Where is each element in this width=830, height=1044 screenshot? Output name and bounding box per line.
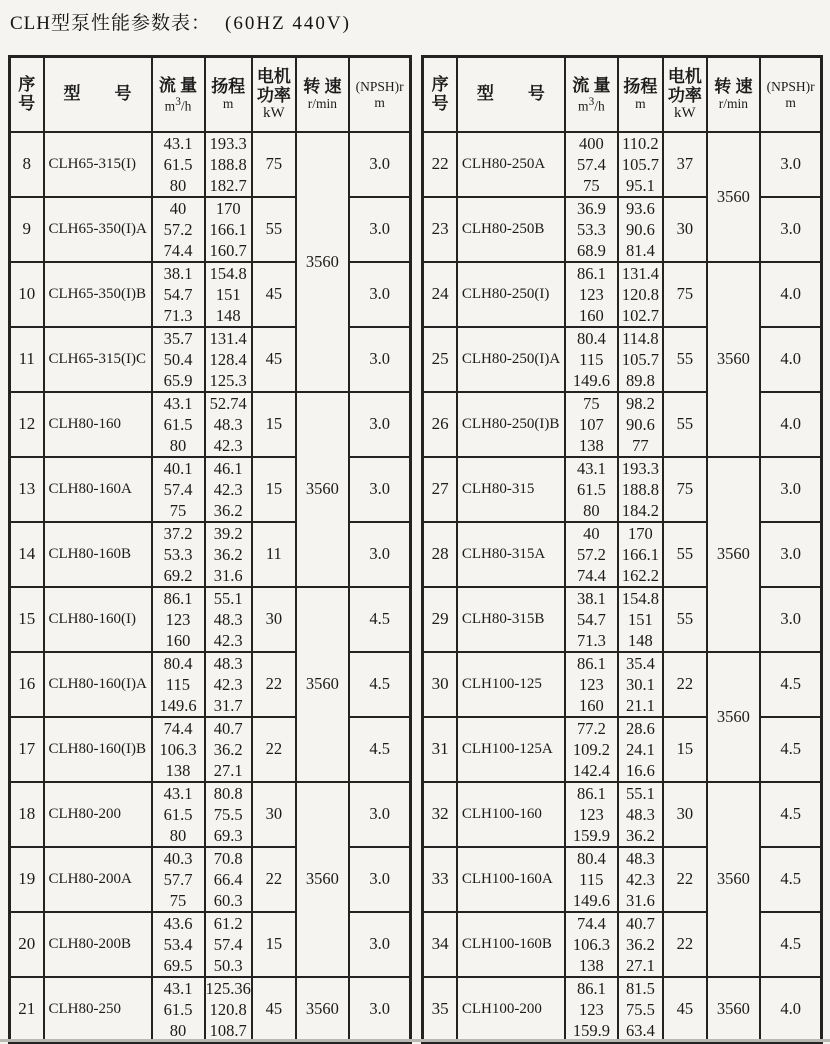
- head-values-cell: 193.3 188.8 184.2: [618, 457, 663, 522]
- speed-cell: 3560: [707, 652, 760, 782]
- npsh-cell: 4.0: [760, 392, 822, 457]
- npsh-cell: 3.0: [760, 457, 822, 522]
- motor-power-cell: 30: [663, 782, 707, 847]
- table-row: [10, 912, 411, 977]
- npsh-cell: 4.5: [760, 847, 822, 912]
- flow-values-cell: 74.4 106.3 138: [565, 912, 618, 977]
- col-header-power: 电机 功率 kW: [663, 57, 707, 132]
- serial-number-cell: 10: [10, 262, 44, 327]
- model-cell: CLH80-160(I)A: [44, 652, 152, 717]
- motor-power-cell: 22: [663, 652, 707, 717]
- serial-number-cell: 14: [10, 522, 44, 587]
- motor-power-cell: 30: [252, 587, 296, 652]
- model-cell: CLH80-160A: [44, 457, 152, 522]
- serial-number-cell: 34: [423, 912, 457, 977]
- flow-values-cell: 86.1 123 160: [565, 262, 618, 327]
- col-header-model: 型 号: [457, 57, 565, 132]
- head-values-cell: 39.2 36.2 31.6: [205, 522, 252, 587]
- serial-number-cell: 8: [10, 132, 44, 197]
- table-row: [423, 522, 822, 587]
- table-row: [423, 262, 822, 327]
- table-header: [10, 57, 411, 132]
- table-row: [423, 717, 822, 782]
- speed-cell: 3560: [707, 132, 760, 262]
- head-values-cell: 93.6 90.6 81.4: [618, 197, 663, 262]
- table-row: [10, 522, 411, 587]
- motor-power-cell: 30: [252, 782, 296, 847]
- col-header-serial: 序 号: [423, 57, 457, 132]
- flow-values-cell: 37.2 53.3 69.2: [152, 522, 205, 587]
- npsh-cell: 3.0: [349, 392, 411, 457]
- npsh-cell: 3.0: [349, 132, 411, 197]
- flow-values-cell: 40.1 57.4 75: [152, 457, 205, 522]
- model-cell: CLH80-250A: [457, 132, 565, 197]
- table-row: [423, 652, 822, 717]
- motor-power-cell: 22: [663, 912, 707, 977]
- speed-cell: 3560: [296, 782, 349, 977]
- npsh-cell: 3.0: [349, 847, 411, 912]
- serial-number-cell: 12: [10, 392, 44, 457]
- serial-number-cell: 31: [423, 717, 457, 782]
- model-cell: CLH80-315: [457, 457, 565, 522]
- table-row: [10, 652, 411, 717]
- model-cell: CLH100-160A: [457, 847, 565, 912]
- motor-power-cell: 22: [252, 847, 296, 912]
- model-cell: CLH100-200: [457, 977, 565, 1043]
- flow-values-cell: 43.1 61.5 80: [152, 782, 205, 847]
- serial-number-cell: 35: [423, 977, 457, 1043]
- serial-number-cell: 20: [10, 912, 44, 977]
- npsh-cell: 3.0: [349, 262, 411, 327]
- flow-values-cell: 40.3 57.7 75: [152, 847, 205, 912]
- flow-values-cell: 36.9 53.3 68.9: [565, 197, 618, 262]
- model-cell: CLH80-315B: [457, 587, 565, 652]
- serial-number-cell: 17: [10, 717, 44, 782]
- table-row: [423, 912, 822, 977]
- flow-values-cell: 35.7 50.4 65.9: [152, 327, 205, 392]
- head-values-cell: 98.2 90.6 77: [618, 392, 663, 457]
- npsh-cell: 3.0: [760, 522, 822, 587]
- flow-values-cell: 77.2 109.2 142.4: [565, 717, 618, 782]
- npsh-cell: 4.0: [760, 327, 822, 392]
- table-row: [10, 847, 411, 912]
- npsh-cell: 4.5: [349, 652, 411, 717]
- head-values-cell: 48.3 42.3 31.6: [618, 847, 663, 912]
- table-row: [10, 587, 411, 652]
- head-values-cell: 193.3 188.8 182.7: [205, 132, 252, 197]
- motor-power-cell: 45: [252, 977, 296, 1043]
- head-values-cell: 170 166.1 162.2: [618, 522, 663, 587]
- model-cell: CLH100-160B: [457, 912, 565, 977]
- motor-power-cell: 55: [663, 392, 707, 457]
- serial-number-cell: 32: [423, 782, 457, 847]
- flow-values-cell: 86.1 123 160: [565, 652, 618, 717]
- head-values-cell: 125.36 120.8 108.7: [205, 977, 252, 1043]
- table-row: [423, 977, 822, 1043]
- col-header-head: 扬程 m: [205, 57, 252, 132]
- motor-power-cell: 37: [663, 132, 707, 197]
- table-row: [423, 132, 822, 197]
- flow-values-cell: 43.1 61.5 80: [152, 977, 205, 1043]
- table-row: [423, 847, 822, 912]
- table-body-right: [423, 132, 822, 1043]
- flow-values-cell: 86.1 123 159.9: [565, 782, 618, 847]
- model-cell: CLH80-160: [44, 392, 152, 457]
- npsh-cell: 4.0: [760, 262, 822, 327]
- serial-number-cell: 27: [423, 457, 457, 522]
- npsh-cell: 3.0: [349, 977, 411, 1043]
- serial-number-cell: 16: [10, 652, 44, 717]
- model-cell: CLH100-160: [457, 782, 565, 847]
- motor-power-cell: 22: [252, 717, 296, 782]
- head-values-cell: 40.7 36.2 27.1: [618, 912, 663, 977]
- npsh-cell: 3.0: [760, 132, 822, 197]
- table-row: [10, 327, 411, 392]
- page-title: [10, 8, 351, 35]
- serial-number-cell: 9: [10, 197, 44, 262]
- motor-power-cell: 75: [252, 132, 296, 197]
- head-values-cell: 154.8 151 148: [618, 587, 663, 652]
- col-header-serial: 序 号: [10, 57, 44, 132]
- motor-power-cell: 22: [252, 652, 296, 717]
- model-cell: CLH80-250(I)B: [457, 392, 565, 457]
- head-values-cell: 170 166.1 160.7: [205, 197, 252, 262]
- table-row: [423, 197, 822, 262]
- serial-number-cell: 19: [10, 847, 44, 912]
- model-cell: CLH65-350(I)A: [44, 197, 152, 262]
- speed-cell: 3560: [707, 262, 760, 457]
- table-row: [423, 782, 822, 847]
- head-values-cell: 70.8 66.4 60.3: [205, 847, 252, 912]
- table-row: [10, 197, 411, 262]
- col-header-speed: 转 速 r/min: [296, 57, 349, 132]
- head-values-cell: 28.6 24.1 16.6: [618, 717, 663, 782]
- head-values-cell: 55.1 48.3 42.3: [205, 587, 252, 652]
- flow-values-cell: 43.1 61.5 80: [152, 392, 205, 457]
- flow-values-cell: 80.4 115 149.6: [565, 327, 618, 392]
- model-cell: CLH65-315(I)C: [44, 327, 152, 392]
- serial-number-cell: 13: [10, 457, 44, 522]
- flow-values-cell: 75 107 138: [565, 392, 618, 457]
- npsh-cell: 4.5: [760, 652, 822, 717]
- npsh-cell: 3.0: [349, 457, 411, 522]
- head-values-cell: 48.3 42.3 31.7: [205, 652, 252, 717]
- flow-values-cell: 74.4 106.3 138: [152, 717, 205, 782]
- col-header-flow: 流 量 $m^3/h$: [152, 57, 205, 132]
- motor-power-cell: 45: [252, 327, 296, 392]
- col-header-speed: 转 速 r/min: [707, 57, 760, 132]
- npsh-cell: 4.5: [760, 912, 822, 977]
- serial-number-cell: 22: [423, 132, 457, 197]
- serial-number-cell: 30: [423, 652, 457, 717]
- head-values-cell: 46.1 42.3 36.2: [205, 457, 252, 522]
- flow-values-cell: 86.1 123 160: [152, 587, 205, 652]
- col-header-npsh: (NPSH)r m: [349, 57, 411, 132]
- col-header-npsh: (NPSH)r m: [760, 57, 822, 132]
- table-row: [10, 782, 411, 847]
- speed-cell: 3560: [707, 977, 760, 1043]
- motor-power-cell: 15: [252, 392, 296, 457]
- head-values-cell: 61.2 57.4 50.3: [205, 912, 252, 977]
- col-header-flow: 流 量 $m^3/h$: [565, 57, 618, 132]
- npsh-cell: 4.5: [760, 717, 822, 782]
- flow-values-cell: 400 57.4 75: [565, 132, 618, 197]
- table-row: [10, 717, 411, 782]
- flow-values-cell: 86.1 123 159.9: [565, 977, 618, 1043]
- pump-table-right: [421, 55, 823, 1044]
- serial-number-cell: 18: [10, 782, 44, 847]
- motor-power-cell: 75: [663, 262, 707, 327]
- speed-cell: 3560: [296, 392, 349, 587]
- motor-power-cell: 15: [252, 457, 296, 522]
- table-row: [10, 977, 411, 1043]
- table-row: [423, 327, 822, 392]
- serial-number-cell: 23: [423, 197, 457, 262]
- model-cell: CLH80-250: [44, 977, 152, 1043]
- model-cell: CLH65-315(I): [44, 132, 152, 197]
- table-row: [423, 587, 822, 652]
- flow-values-cell: 80.4 115 149.6: [565, 847, 618, 912]
- table-row: [423, 392, 822, 457]
- col-header-model: 型 号: [44, 57, 152, 132]
- npsh-cell: 3.0: [349, 197, 411, 262]
- serial-number-cell: 25: [423, 327, 457, 392]
- tables-container: [8, 55, 823, 1044]
- npsh-cell: 4.0: [760, 977, 822, 1043]
- head-values-cell: 80.8 75.5 69.3: [205, 782, 252, 847]
- model-cell: CLH80-315A: [457, 522, 565, 587]
- scan-shadow-line: [0, 1039, 830, 1042]
- speed-cell: 3560: [296, 132, 349, 392]
- model-cell: CLH80-200: [44, 782, 152, 847]
- serial-number-cell: 33: [423, 847, 457, 912]
- serial-number-cell: 21: [10, 977, 44, 1043]
- col-header-power: 电机 功率 kW: [252, 57, 296, 132]
- motor-power-cell: 15: [663, 717, 707, 782]
- motor-power-cell: 55: [663, 587, 707, 652]
- head-values-cell: 35.4 30.1 21.1: [618, 652, 663, 717]
- npsh-cell: 3.0: [760, 587, 822, 652]
- head-values-cell: 110.2 105.7 95.1: [618, 132, 663, 197]
- head-values-cell: 52.74 48.3 42.3: [205, 392, 252, 457]
- npsh-cell: 3.0: [349, 327, 411, 392]
- model-cell: CLH80-160(I)B: [44, 717, 152, 782]
- model-cell: CLH65-350(I)B: [44, 262, 152, 327]
- col-header-head: 扬程 m: [618, 57, 663, 132]
- head-values-cell: 55.1 48.3 36.2: [618, 782, 663, 847]
- page-title-voltage: (60HZ 440V): [225, 13, 351, 34]
- model-cell: CLH80-160(I): [44, 587, 152, 652]
- table-header: [423, 57, 822, 132]
- motor-power-cell: 15: [252, 912, 296, 977]
- serial-number-cell: 26: [423, 392, 457, 457]
- head-values-cell: 131.4 120.8 102.7: [618, 262, 663, 327]
- model-cell: CLH80-250(I): [457, 262, 565, 327]
- model-cell: CLH80-200A: [44, 847, 152, 912]
- table-body-left: [10, 132, 411, 1043]
- pump-table-left: [8, 55, 412, 1044]
- motor-power-cell: 55: [252, 197, 296, 262]
- model-cell: CLH80-250(I)A: [457, 327, 565, 392]
- serial-number-cell: 29: [423, 587, 457, 652]
- motor-power-cell: 30: [663, 197, 707, 262]
- flow-values-cell: 43.1 61.5 80: [152, 132, 205, 197]
- motor-power-cell: 55: [663, 522, 707, 587]
- head-values-cell: 114.8 105.7 89.8: [618, 327, 663, 392]
- flow-values-cell: 40 57.2 74.4: [565, 522, 618, 587]
- motor-power-cell: 55: [663, 327, 707, 392]
- head-values-cell: 81.5 75.5 63.4: [618, 977, 663, 1043]
- motor-power-cell: 45: [252, 262, 296, 327]
- speed-cell: 3560: [707, 782, 760, 977]
- speed-cell: 3560: [296, 587, 349, 782]
- serial-number-cell: 15: [10, 587, 44, 652]
- model-cell: CLH80-200B: [44, 912, 152, 977]
- table-row: [10, 392, 411, 457]
- serial-number-cell: 28: [423, 522, 457, 587]
- npsh-cell: 3.0: [349, 522, 411, 587]
- motor-power-cell: 11: [252, 522, 296, 587]
- serial-number-cell: 24: [423, 262, 457, 327]
- flow-values-cell: 43.6 53.4 69.5: [152, 912, 205, 977]
- npsh-cell: 4.5: [760, 782, 822, 847]
- model-cell: CLH100-125A: [457, 717, 565, 782]
- table-row: [10, 457, 411, 522]
- head-values-cell: 131.4 128.4 125.3: [205, 327, 252, 392]
- npsh-cell: 3.0: [349, 912, 411, 977]
- table-row: [10, 262, 411, 327]
- motor-power-cell: 45: [663, 977, 707, 1043]
- table-row: [423, 457, 822, 522]
- serial-number-cell: 11: [10, 327, 44, 392]
- npsh-cell: 3.0: [760, 197, 822, 262]
- model-cell: CLH80-160B: [44, 522, 152, 587]
- model-cell: CLH100-125: [457, 652, 565, 717]
- flow-values-cell: 38.1 54.7 71.3: [152, 262, 205, 327]
- head-values-cell: 154.8 151 148: [205, 262, 252, 327]
- speed-cell: 3560: [707, 457, 760, 652]
- flow-values-cell: 40 57.2 74.4: [152, 197, 205, 262]
- motor-power-cell: 22: [663, 847, 707, 912]
- model-cell: CLH80-250B: [457, 197, 565, 262]
- flow-values-cell: 43.1 61.5 80: [565, 457, 618, 522]
- npsh-cell: 3.0: [349, 782, 411, 847]
- head-values-cell: 40.7 36.2 27.1: [205, 717, 252, 782]
- table-row: [10, 132, 411, 197]
- motor-power-cell: 75: [663, 457, 707, 522]
- npsh-cell: 4.5: [349, 587, 411, 652]
- npsh-cell: 4.5: [349, 717, 411, 782]
- flow-values-cell: 38.1 54.7 71.3: [565, 587, 618, 652]
- flow-values-cell: 80.4 115 149.6: [152, 652, 205, 717]
- page-title-main: CLH型泵性能参数表：: [10, 13, 212, 34]
- speed-cell: 3560: [296, 977, 349, 1043]
